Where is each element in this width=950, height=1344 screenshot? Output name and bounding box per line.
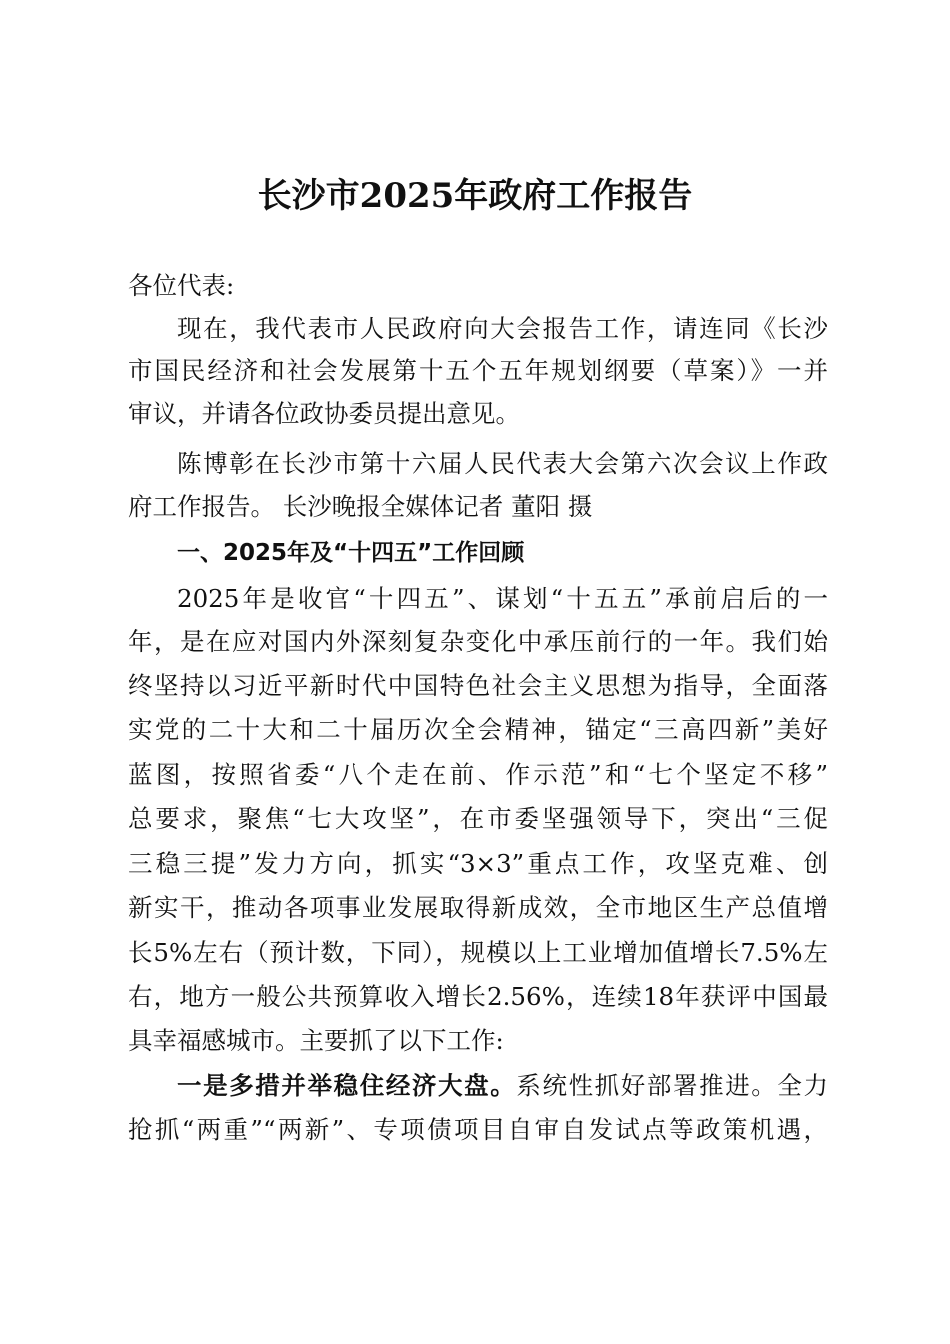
review-line: 年，是在应对国内外深刻复杂变化中承压前行的一年。我们始 xyxy=(128,627,828,656)
document-title: 长沙市2025年政府工作报告 xyxy=(257,176,693,216)
intro-line: 审议，并请各位政协委员提出意见。 xyxy=(128,399,520,428)
salutation: 各位代表: xyxy=(128,271,235,300)
review-line: 蓝图，按照省委“八个走在前、作示范”和“七个坚定不移” xyxy=(128,760,828,789)
review-line: 新实干，推动各项事业发展取得新成效，全市地区生产总值增 xyxy=(128,893,828,922)
photo-caption-line: 府工作报告。 长沙晚报全媒体记者 董阳 摄 xyxy=(128,492,593,521)
review-line: 总要求，聚焦“七大攻坚”，在市委坚强领导下，突出“三促 xyxy=(128,804,828,833)
review-line: 长5%左右（预计数，下同），规模以上工业增加值增长7.5%左 xyxy=(128,938,828,967)
point-one-line xyxy=(177,1070,828,1102)
section-heading: 一、2025年及“十四五”工作回顾 xyxy=(177,540,525,566)
review-line: 2025年是收官“十四五”、谋划“十五五”承前启后的一 xyxy=(177,584,828,613)
review-line: 右，地方一般公共预算收入增长2.56%，连续18年获评中国最 xyxy=(128,982,828,1011)
photo-caption-line: 陈博彰在长沙市第十六届人民代表大会第六次会议上作政 xyxy=(177,449,828,478)
point-one-continued-line: 抢抓“两重”“两新”、专项债项目自审自发试点等政策机遇， xyxy=(128,1115,828,1144)
review-line: 实党的二十大和二十届历次全会精神，锚定“三高四新”美好 xyxy=(128,715,828,744)
point-one-text: 系统性抓好部署推进。全力 xyxy=(516,1071,829,1100)
point-one-lead: 一是多措并举稳住经济大盘。 xyxy=(177,1071,517,1100)
intro-line: 现在，我代表市人民政府向大会报告工作，请连同《长沙 xyxy=(177,314,828,343)
review-line: 三稳三提”发力方向，抓实“3×3”重点工作，攻坚克难、创 xyxy=(128,849,828,878)
review-line: 终坚持以习近平新时代中国特色社会主义思想为指导，全面落 xyxy=(128,671,828,700)
intro-line: 市国民经济和社会发展第十五个五年规划纲要（草案）》一并 xyxy=(128,356,828,385)
review-line: 具幸福感城市。主要抓了以下工作: xyxy=(128,1026,504,1055)
